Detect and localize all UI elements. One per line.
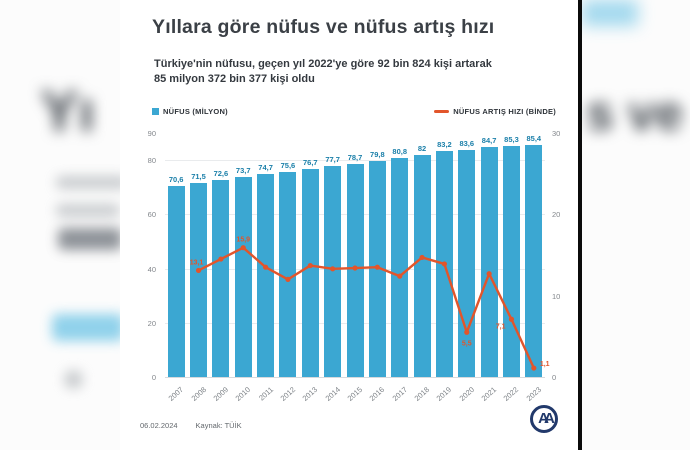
x-axis-label-2012: 2012: [278, 385, 297, 403]
line-point-label: 1,1: [539, 361, 550, 369]
right-axis-tick-30: 30: [552, 129, 561, 138]
line-point-label: 5,5: [461, 340, 472, 348]
x-axis-label-2022: 2022: [502, 385, 521, 403]
line-point-label: 15,9: [236, 236, 251, 244]
bar-value-label: 70,6: [168, 174, 184, 184]
line-point-2022: [509, 317, 514, 322]
x-axis-label-2007: 2007: [166, 385, 186, 403]
right-axis-tick-20: 20: [552, 210, 561, 220]
bar-value-label: 85,3: [504, 134, 519, 144]
left-axis-tick-0: 0: [151, 373, 156, 382]
footer: [140, 421, 242, 430]
bar-value-label: 71,5: [191, 172, 206, 182]
legend: [152, 107, 556, 116]
aa-agency-logo-icon: [528, 403, 564, 439]
left-axis-tick-20: 20: [147, 318, 156, 328]
x-axis-line: [165, 377, 545, 378]
bar-value-label: 83,6: [459, 139, 475, 149]
line-point-2015: [352, 265, 357, 270]
blurred-bar-blob: [52, 314, 124, 341]
bar-value-label: 74,7: [258, 163, 273, 173]
legend-population: [152, 107, 228, 116]
legend-growth-rate-label: NÜFUS ARTIŞ HIZI (BİNDE): [453, 107, 556, 116]
line-point-2010: [241, 245, 246, 250]
bar-value-label: 76,7: [302, 158, 318, 168]
subtitle-line-2: 85 milyon 372 bin 377 kişi oldu: [154, 73, 315, 85]
blurred-text-line: [56, 204, 120, 217]
publish-date: 06.02.2024: [140, 421, 178, 430]
subtitle-line-1: Türkiye'nin nüfusu, geçen yıl 2022'ye göre 92 bin 824 kişi artarak: [154, 58, 492, 70]
blurred-background-right: [582, 0, 690, 450]
blurred-dot: [64, 370, 83, 389]
line-point-2020: [464, 330, 469, 335]
x-axis-label-2020: 2020: [457, 385, 476, 403]
chart-area: [120, 129, 578, 423]
x-axis-label-2009: 2009: [211, 385, 230, 403]
bar-value-label: 75,6: [280, 161, 296, 171]
x-axis-label-2023: 2023: [524, 385, 543, 403]
bar-value-label: 85,4: [526, 134, 542, 144]
bar-value-label: 73,7: [235, 166, 251, 176]
bar-value-label: 82: [417, 143, 427, 153]
line-point-label: 13,1: [189, 259, 204, 267]
left-axis-tick-60: 60: [147, 210, 156, 220]
blurred-text-blob: [58, 228, 122, 250]
subtitle: [154, 57, 492, 87]
bar-value-label: 77,7: [325, 155, 340, 165]
x-axis-label-2021: 2021: [479, 385, 499, 403]
infographic-card: [120, 0, 578, 450]
left-axis-tick-90: 90: [147, 129, 156, 138]
line-legend-swatch-icon: [434, 110, 449, 113]
line-point-2019: [442, 261, 447, 266]
line-point-2017: [397, 274, 402, 279]
line-point-2011: [263, 265, 268, 270]
x-axis-label-2008: 2008: [189, 385, 208, 403]
blurred-title-fragment-right: s ve: [586, 85, 684, 141]
page-title: Yıllara göre nüfus ve nüfus artış hızı: [152, 16, 495, 38]
x-axis-label-2017: 2017: [390, 385, 409, 403]
bar-legend-swatch-icon: [152, 108, 159, 115]
line-point-2023: [531, 365, 536, 370]
bar-value-label: 80,8: [392, 146, 408, 156]
line-point-2012: [285, 277, 290, 282]
x-axis-label-2010: 2010: [233, 385, 253, 403]
x-axis-label-2013: 2013: [300, 385, 320, 403]
source-label: Kaynak: TÜİK: [195, 421, 242, 430]
left-axis-tick-40: 40: [147, 264, 156, 274]
blurred-bar-blob: [582, 0, 638, 26]
line-point-2018: [419, 255, 424, 260]
line-point-label: 7,1: [495, 323, 506, 331]
divider-line: [578, 0, 582, 450]
legend-population-label: NÜFUS (MİLYON): [163, 107, 228, 116]
x-axis-label-2018: 2018: [412, 385, 432, 403]
line-point-2016: [375, 265, 380, 270]
legend-growth-rate: [434, 107, 556, 116]
bar-value-label: 84,7: [481, 136, 497, 146]
x-axis-label-2015: 2015: [345, 385, 365, 403]
line-point-2014: [330, 266, 335, 271]
plot-area: [165, 133, 550, 403]
x-axis-label-2019: 2019: [435, 385, 454, 403]
blurred-text-line: [56, 176, 128, 189]
line-point-2021: [487, 271, 492, 276]
left-axis-tick-80: 80: [147, 156, 156, 166]
bar-value-label: 78,7: [347, 152, 363, 162]
bar-value-label: 83,2: [437, 140, 452, 150]
x-axis-label-2016: 2016: [367, 385, 387, 403]
bar-value-label: 72,6: [213, 169, 229, 179]
line-point-2008: [196, 268, 201, 273]
right-axis-tick-10: 10: [552, 291, 561, 301]
bar-value-label: 79,8: [370, 149, 385, 159]
blurred-title-fragment-left: Yı: [40, 79, 95, 144]
line-point-2013: [308, 263, 313, 268]
blurred-background-left: [0, 0, 120, 450]
logo-monogram: AA: [538, 410, 550, 427]
x-axis-label-2011: 2011: [256, 385, 275, 403]
right-axis-tick-0: 0: [552, 373, 557, 382]
growth-rate-line: [165, 133, 550, 377]
x-axis-label-2014: 2014: [323, 385, 342, 403]
line-point-2009: [218, 256, 223, 261]
